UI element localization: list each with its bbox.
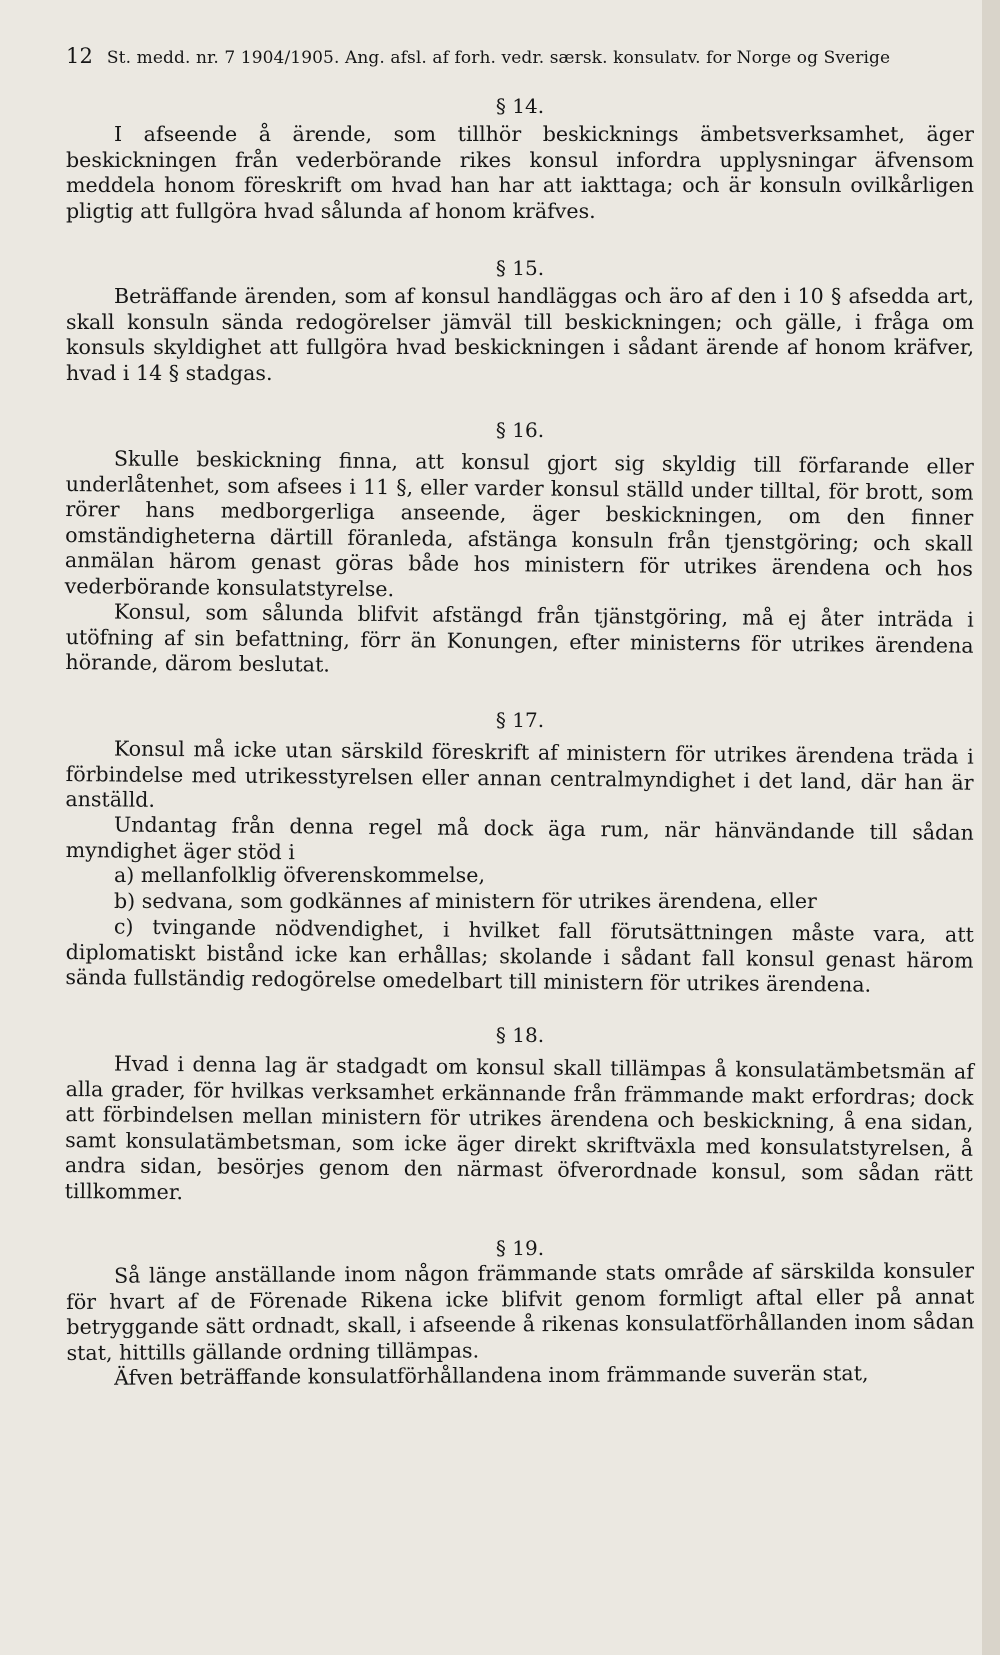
paragraph: Skulle beskickning finna, att konsul gjort sig skyldig till förfarande eller underlåtenhet, som afsees i 11 §, eller varder konsul ställd under tilltal, för brott, som rörer hans medborgerliga anseende, äger beskickningen, om den finner omständigheterna därtill föranleda, afstänga konsuln från tjenstgöring; och skall anmälan härom genast göras både hos ministern för utrikes ärendena och hos vederbörande konsulatstyrelse. [64,446,974,601]
section-heading: § 17. [495,707,545,732]
list-item: a) mellanfolklig öfverenskommelse, [114,863,485,887]
list-item: c) tvingande nödvendighet, i hvilket fall förutsättningen måste vara, att diplomatiskt bistånd icke kan erhållas; skolande i sådant fall konsul genast härom sända fullständig redogörelse omedelbart till ministern för utrikes ärendena. [65,914,974,997]
paragraph: Konsul, som sålunda blifvit afstängd från tjänstgöring, må ej åter inträda i utöfning af sin befattning, förr än Konungen, efter ministerns för utrikes ärendena hörande, därom beslutat. [65,599,974,677]
section-heading: § 15. [495,256,545,280]
page-edge-shadow [982,0,1000,1655]
page-number: 12 [66,44,93,68]
section-heading: § 19. [495,1235,545,1260]
section-heading: § 18. [495,1022,545,1047]
body-text [66,88,974,1391]
paragraph: I afseende å ärende, som tillhör beskicknings ämbetsverksamhet, äger beskickningen från vederbörande rikes konsul infordra upplysningar äfvensom meddela honom föreskrift om hvad han har att iakttaga; och är konsuln ovilkårligen pligtig att fullgöra hvad sålunda af honom kräfves. [66,122,974,223]
paragraph: Så länge anställande inom någon främmande stats område af särskilda konsuler för hvart af de Förenade Rikena icke blifvit genom formligt aftal eller på annat betryggande sätt ordnadt, skall, i afseende å rikenas konsulatförhållanden inom sådan stat, hittills gällande ordning tillämpas. [66,1257,975,1364]
running-header [66,44,946,68]
paragraph: Konsul må icke utan särskild föreskrift af ministern för utrikes ärendena träda i förbindelse med utrikesstyrelsen eller annan centralmyndighet i det land, där han är anställd. [65,735,974,812]
paragraph: Beträffande ärenden, som af konsul handläggas och äro af den i 10 § afsedda art, skall konsuln sända redogörelser jämväl till beskickningen; och gälle, i fråga om konsuls skyldighet att fullgöra hvad beskickningen i sådant ärende af honom kräfver, hvad i 14 § stadgas. [66,284,974,385]
paragraph: Äfven beträffande konsulatförhållandena inom främmande suverän stat, [113,1360,869,1390]
list-item: b) sedvana, som godkännes af ministern för utrikes ärendena, eller [114,888,817,913]
paragraph: Hvad i denna lag är stadgadt om konsul skall tillämpas å konsulatämbetsmän af alla grader, för hvilkas verksamhet erkännande från främmande makt erfordras; dock att förbindelsen mellan ministern för utrikes ärendena och beskickning, å ena sidan, samt konsulatämbetsman, som icke äger direkt skriftväxla med konsulatstyrelsen, å andra sidan, besörjes genom den närmast öfverordnade konsul, som sådan rätt tillkommer. [64,1050,974,1204]
section-heading: § 14. [495,94,545,118]
paragraph: Undantag från denna regel må dock äga rum, när hänvändande till sådan myndighet äger stöd i [65,812,974,864]
running-title: St. medd. nr. 7 1904/1905. Ang. afsl. af forh. vedr. særsk. konsulatv. for Norge og Sverige [106,48,891,68]
section-heading: § 16. [495,418,545,442]
